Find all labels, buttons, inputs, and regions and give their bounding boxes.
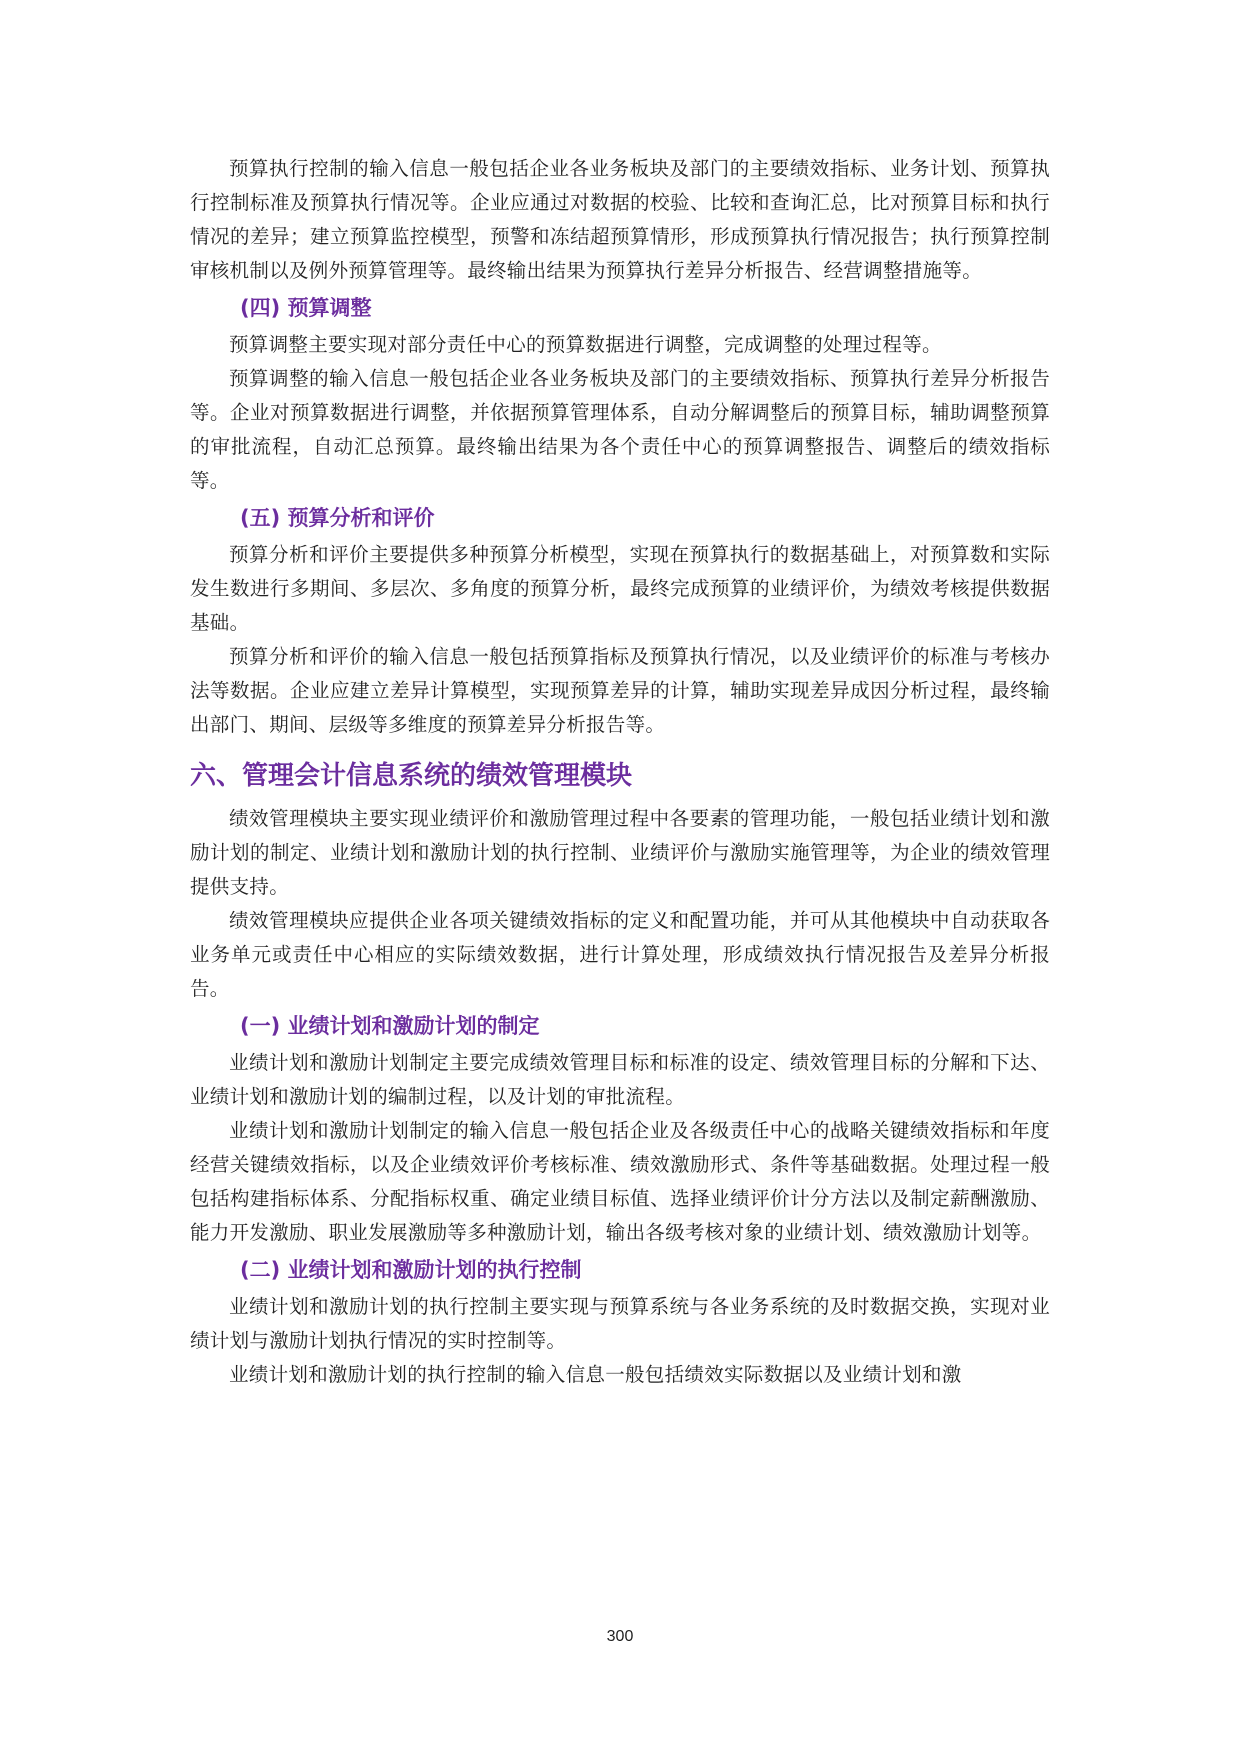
paragraph-plan-formulation-inputs: 业绩计划和激励计划制定的输入信息一般包括企业及各级责任中心的战略关键绩效指标和年度经营关键绩效指标，以及企业绩效评价考核标准、绩效激励形式、条件等基础数据。处理过程一般包括构建指标体系、分配指标权重、确定业绩目标值、选择业绩评价计分方法以及制定薪酬激励、能力开发激励、职业发展激励等多种激励计划，输出各级考核对象的业绩计划、绩效激励计划等。 xyxy=(190,1119,1050,1244)
paragraph-budget-analysis-inputs: 预算分析和评价的输入信息一般包括预算指标及预算执行情况，以及业绩评价的标准与考核办法等数据。企业应建立差异计算模型，实现预算差异的计算，辅助实现差异成因分析过程，最终输出部门、期间、层级等多维度的预算差异分析报告等。 xyxy=(190,645,1050,736)
paragraph-performance-module-kpi: 绩效管理模块应提供企业各项关键绩效指标的定义和配置功能，并可从其他模块中自动获取各业务单元或责任中心相应的实际绩效数据，进行计算处理，形成绩效执行情况报告及差异分析报告。 xyxy=(190,909,1050,1000)
subheading-plan-execution-control: (二) 业绩计划和激励计划的执行控制 xyxy=(240,1258,582,1282)
document-body xyxy=(190,152,1050,1392)
section-heading-performance-module: 六、管理会计信息系统的绩效管理模块 xyxy=(190,761,633,791)
paragraph-plan-execution-inputs: 业绩计划和激励计划的执行控制的输入信息一般包括绩效实际数据以及业绩计划和激 xyxy=(229,1363,962,1386)
subheading-budget-analysis: (五) 预算分析和评价 xyxy=(240,506,435,530)
subheading-plan-formulation: (一) 业绩计划和激励计划的制定 xyxy=(240,1014,540,1038)
paragraph-budget-adjustment-inputs: 预算调整的输入信息一般包括企业各业务板块及部门的主要绩效指标、预算执行差异分析报告等。企业对预算数据进行调整，并依据预算管理体系，自动分解调整后的预算目标，辅助调整预算的审批流程，自动汇总预算。最终输出结果为各个责任中心的预算调整报告、调整后的绩效指标等。 xyxy=(190,367,1050,492)
paragraph-budget-adjustment-intro: 预算调整主要实现对部分责任中心的预算数据进行调整，完成调整的处理过程等。 xyxy=(229,333,942,356)
paragraph-performance-module-intro: 绩效管理模块主要实现业绩评价和激励管理过程中各要素的管理功能，一般包括业绩计划和激励计划的制定、业绩计划和激励计划的执行控制、业绩评价与激励实施管理等，为企业的绩效管理提供支持。 xyxy=(190,807,1050,898)
paragraph-plan-execution-intro: 业绩计划和激励计划的执行控制主要实现与预算系统与各业务系统的及时数据交换，实现对业绩计划与激励计划执行情况的实时控制等。 xyxy=(190,1295,1050,1352)
subheading-budget-adjustment: (四) 预算调整 xyxy=(240,296,372,320)
page-number: 300 xyxy=(606,1628,634,1645)
paragraph-budget-analysis-intro: 预算分析和评价主要提供多种预算分析模型，实现在预算执行的数据基础上，对预算数和实际发生数进行多期间、多层次、多角度的预算分析，最终完成预算的业绩评价，为绩效考核提供数据基础。 xyxy=(190,543,1050,634)
paragraph-budget-execution-inputs: 预算执行控制的输入信息一般包括企业各业务板块及部门的主要绩效指标、业务计划、预算执行控制标准及预算执行情况等。企业应通过对数据的校验、比较和查询汇总，比对预算目标和执行情况的差异；建立预算监控模型，预警和冻结超预算情形，形成预算执行情况报告；执行预算控制审核机制以及例外预算管理等。最终输出结果为预算执行差异分析报告、经营调整措施等。 xyxy=(190,157,1050,282)
paragraph-plan-formulation-intro: 业绩计划和激励计划制定主要完成绩效管理目标和标准的设定、绩效管理目标的分解和下达、业绩计划和激励计划的编制过程，以及计划的审批流程。 xyxy=(190,1051,1050,1108)
